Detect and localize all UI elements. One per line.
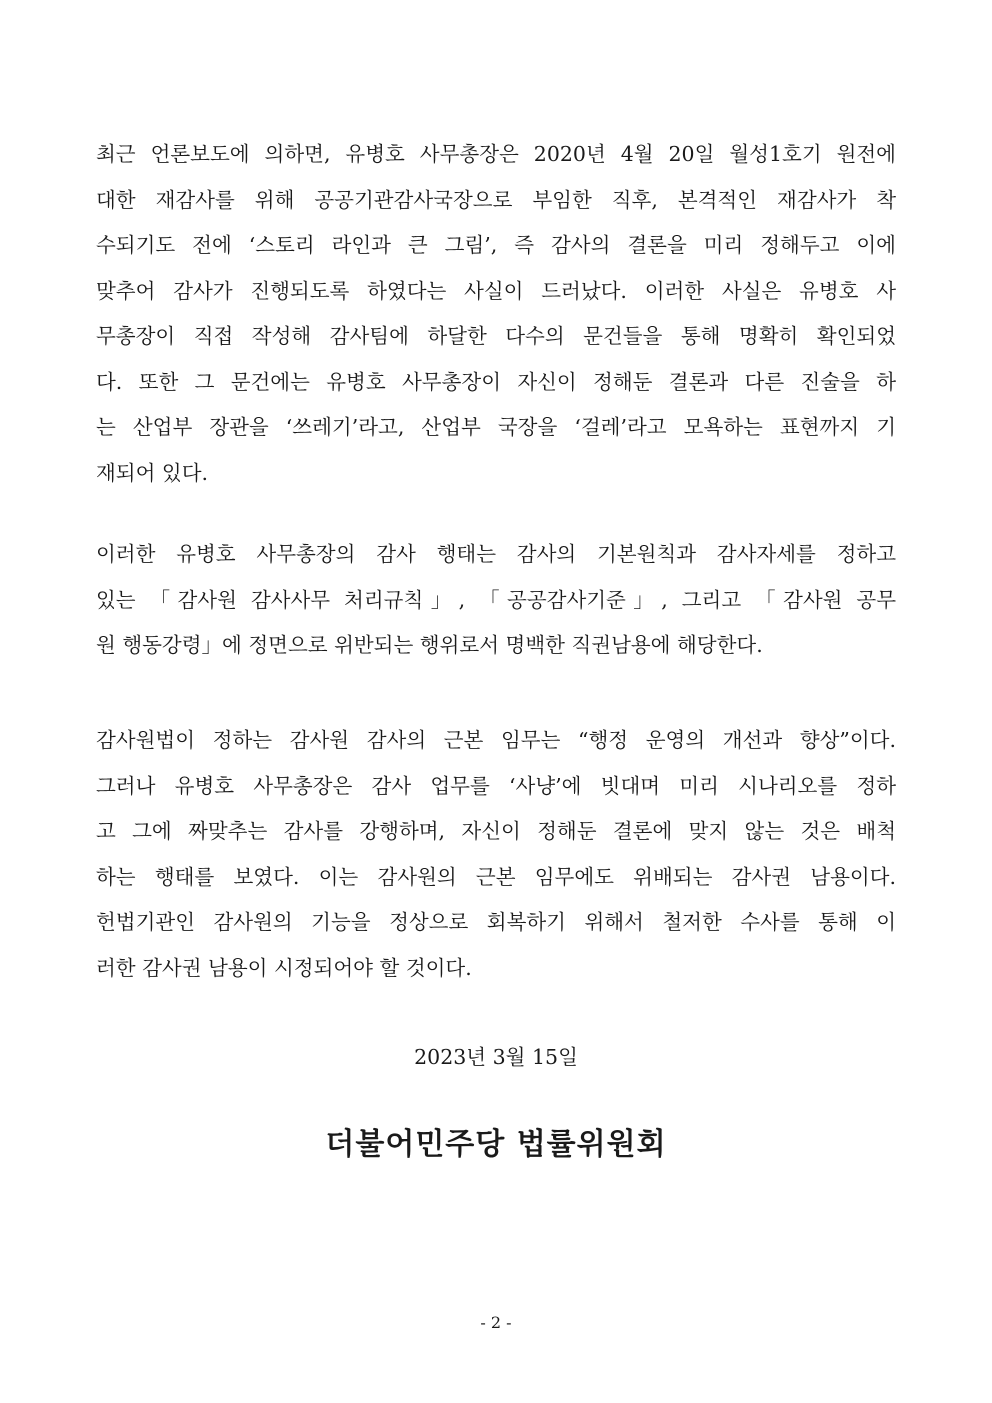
page-number: - 2 - <box>480 1313 512 1332</box>
paragraph-line: 감사원법이 정하는 감사원 감사의 근본 임무는 “행정 운영의 개선과 향상”이다. <box>96 728 896 752</box>
paragraph-line: 러한 감사권 남용이 시정되어야 할 것이다. <box>96 955 472 980</box>
paragraph-line: 무총장이 직접 작성해 감사팀에 하달한 다수의 문건들을 통해 명확히 확인되었 <box>96 324 896 348</box>
paragraph-line: 재되어 있다. <box>96 460 209 485</box>
paragraph-line: 있는 「감사원 감사사무 처리규칙」, 「공공감사기준」, 그리고 「감사원 공무 <box>96 587 896 612</box>
paragraph-line: 고 그에 짜맞추는 감사를 강행하며, 자신이 정해둔 결론에 맞지 않는 것은 배척 <box>96 819 896 843</box>
paragraph-line: 최근 언론보도에 의하면, 유병호 사무총장은 2020년 4월 20일 월성1호기 원전에 <box>96 142 896 166</box>
paragraph-1 <box>96 132 896 496</box>
paragraph-line: 수되기도 전에 ‘스토리 라인과 큰 그림’, 즉 감사의 결론을 미리 정해두고 이에 <box>96 233 896 257</box>
paragraph-line: 헌법기관인 감사원의 기능을 정상으로 회복하기 위해서 철저한 수사를 통해 이 <box>96 910 896 934</box>
paragraph-3 <box>96 718 896 991</box>
document-date: 2023년 3월 15일 <box>414 1045 578 1069</box>
paragraph-line: 는 산업부 장관을 ‘쓰레기’라고, 산업부 국장을 ‘걸레’라고 모욕하는 표현까지 기 <box>96 415 896 439</box>
paragraph-line: 대한 재감사를 위해 공공기관감사국장으로 부임한 직후, 본격적인 재감사가 착 <box>96 187 896 212</box>
paragraph-line: 원 행동강령」에 정면으로 위반되는 행위로서 명백한 직권남용에 해당한다. <box>96 633 763 657</box>
signature-organization: 더불어민주당 법률위원회 <box>325 1127 667 1162</box>
paragraph-line: 이러한 유병호 사무총장의 감사 행태는 감사의 기본원칙과 감사자세를 정하고 <box>96 542 896 566</box>
paragraph-line: 맞추어 감사가 진행되도록 하였다는 사실이 드러났다. 이러한 사실은 유병호 사 <box>96 278 896 303</box>
paragraph-line: 하는 행태를 보였다. 이는 감사원의 근본 임무에도 위배되는 감사권 남용이다. <box>96 864 896 889</box>
paragraph-line: 다. 또한 그 문건에는 유병호 사무총장이 자신이 정해둔 결론과 다른 진술을 하 <box>96 369 896 394</box>
paragraph-2 <box>96 532 896 669</box>
paragraph-line: 그러나 유병호 사무총장은 감사 업무를 ‘사냥’에 빗대며 미리 시나리오를 정하 <box>96 773 896 798</box>
